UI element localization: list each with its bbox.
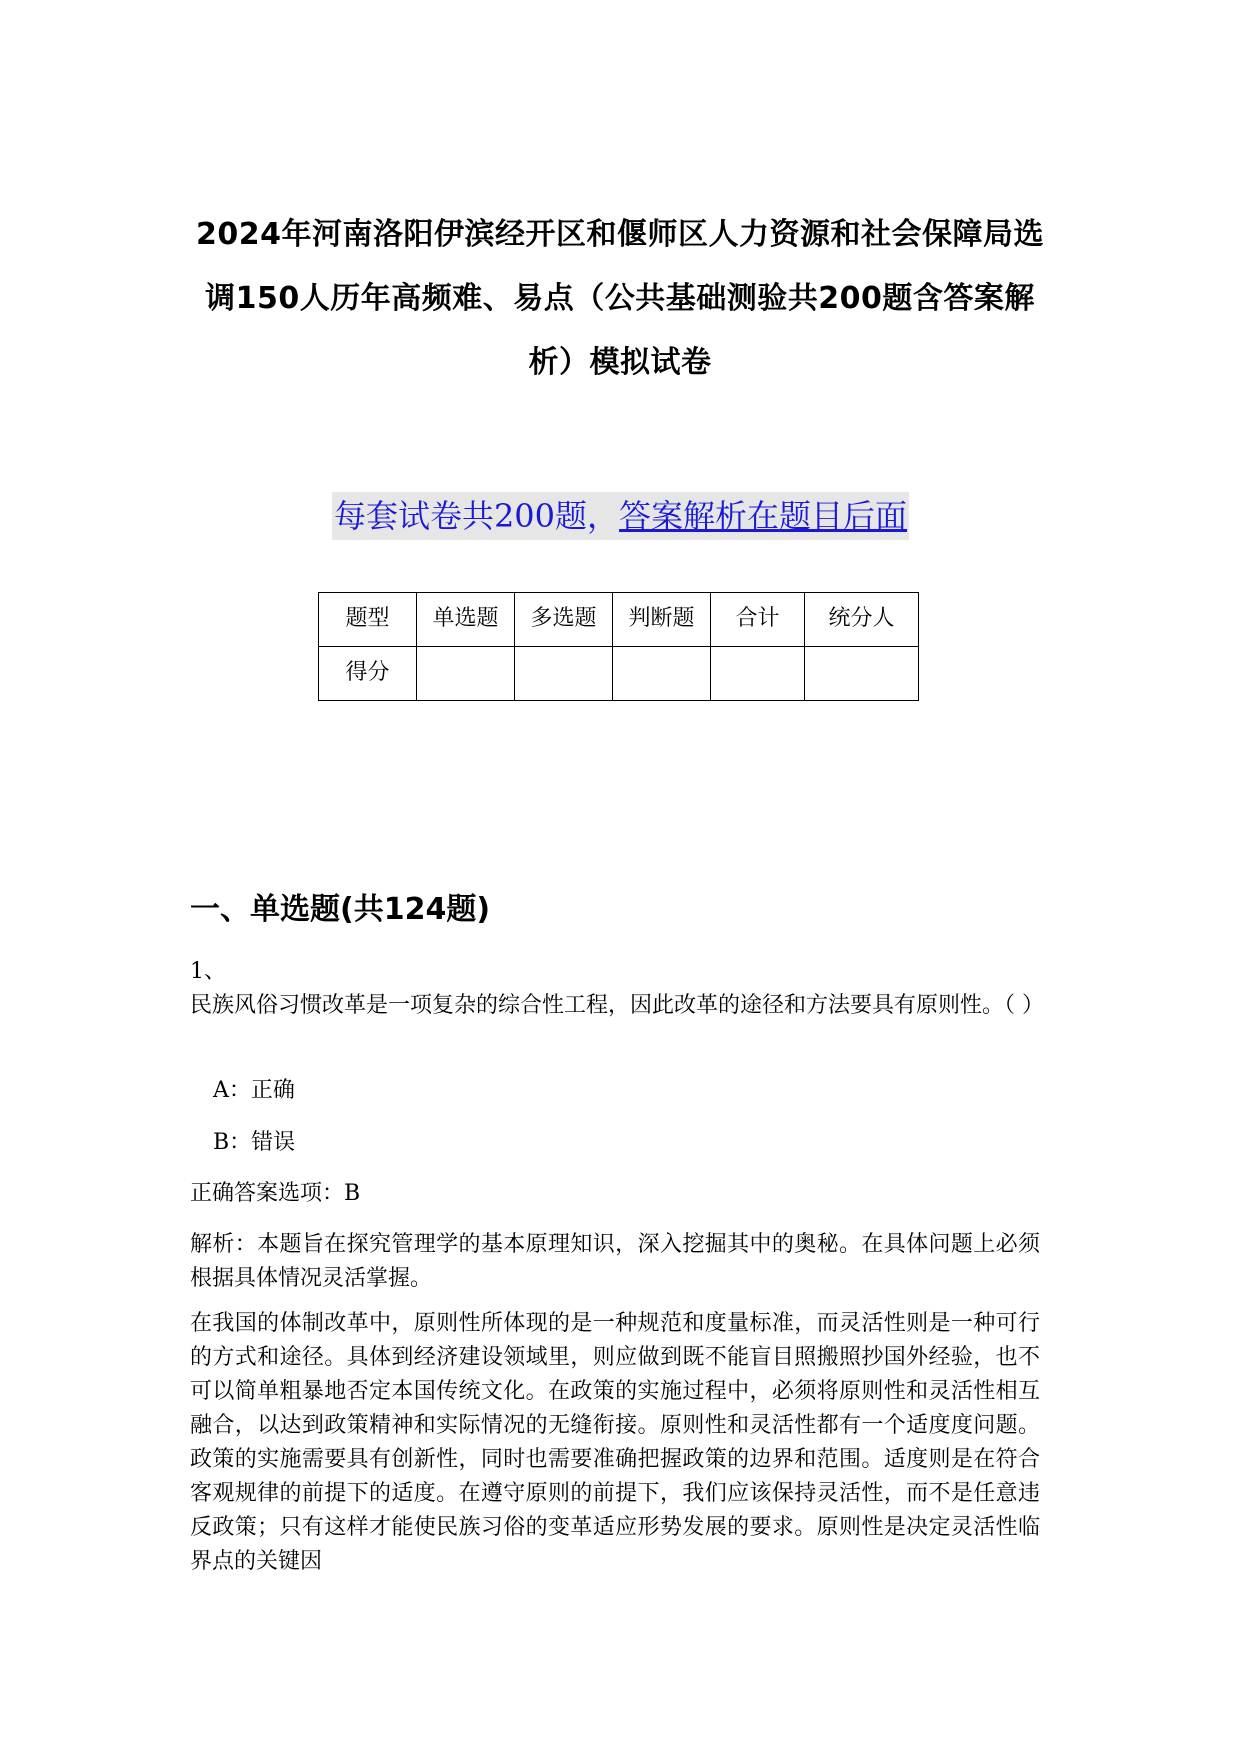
document-title: 2024年河南洛阳伊滨经开区和偃师区人力资源和社会保障局选调150人历年高频难、易点（公共基础测验共200题含答案解析）模拟试卷 [196,217,1044,380]
header-cell-total: 合计 [711,593,805,647]
header-cell-single: 单选题 [417,593,515,647]
header-cell-scorer: 统分人 [805,593,919,647]
info-banner [332,492,909,540]
score-table-header-row [319,593,919,647]
banner-container [0,492,1241,540]
analysis-paragraph-1: 解析：本题旨在探究管理学的基本原理知识，深入挖掘其中的奥秘。在具体问题上必须根据具体情况灵活掌握。 [190,1232,1040,1291]
question-stem: 民族风俗习惯改革是一项复杂的综合性工程，因此改革的途径和方法要具有原则性。（ ） [190,993,1044,1018]
score-cell-judge[interactable] [613,647,711,701]
option-b: B：错误 [213,1130,296,1155]
header-cell-judge: 判断题 [613,593,711,647]
question-number: 1、 [190,959,226,984]
banner-text: 每套试卷共200题， [333,497,620,535]
answer-line: 正确答案选项：B [190,1181,361,1206]
option-a: A：正确 [213,1078,295,1103]
score-cell-total[interactable] [711,647,805,701]
score-cell-single[interactable] [417,647,515,701]
score-table-score-row [319,647,919,701]
header-cell-multi: 多选题 [515,593,613,647]
analysis-paragraph-2: 在我国的体制改革中，原则性所体现的是一种规范和度量标准，而灵活性则是一种可行的方式和途径。具体到经济建设领域里，则应做到既不能盲目照搬照抄国外经验，也不可以简单粗暴地否定本国传统文化。在政策的实施过程中，必须将原则性和灵活性相互融合，以达到政策精神和实际情况的无缝衔接。原则性和灵活性都有一个适度度问题。政策的实施需要具有创新性，同时也需要准确把握政策的边界和范围。适度则是在符合客观规律的前提下的适度。在遵守原则的前提下，我们应该保持灵活性，而不是任意违反政策；只有这样才能使民族习俗的变革适应形势发展的要求。原则性是决定灵活性临界点的关键因 [190,1311,1040,1574]
score-cell-scorer[interactable] [805,647,919,701]
score-cell-multi[interactable] [515,647,613,701]
row-label-score: 得分 [319,647,417,701]
banner-link[interactable]: 答案解析在题目后面 [619,497,908,535]
score-table [318,592,919,701]
header-cell-type: 题型 [319,593,417,647]
section-heading: 一、单选题(共124题) [190,892,491,927]
